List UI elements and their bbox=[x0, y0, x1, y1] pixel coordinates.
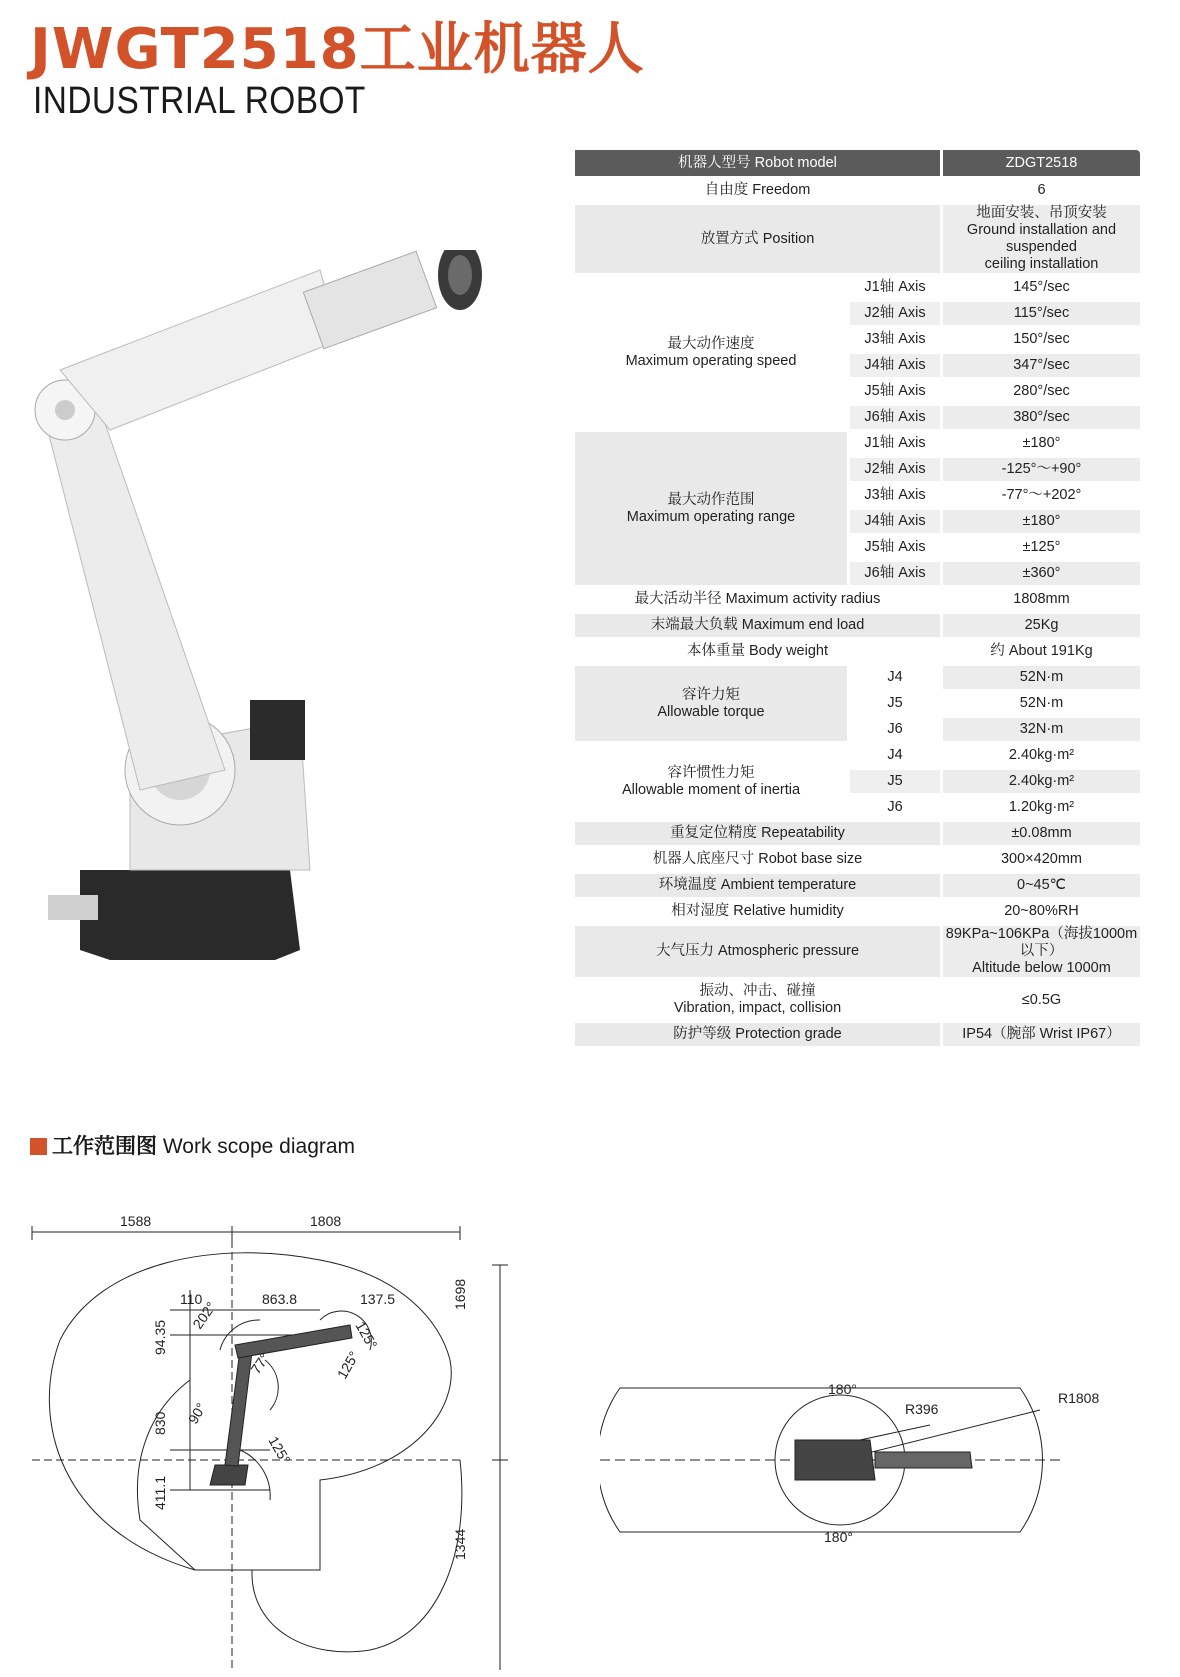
torque-label-en: Allowable torque bbox=[657, 703, 765, 720]
speed-label-en: Maximum operating speed bbox=[625, 352, 797, 369]
dim-1588: 1588 bbox=[120, 1213, 152, 1229]
position-label: 放置方式 Position bbox=[575, 205, 940, 273]
position-value-en2: ceiling installation bbox=[984, 256, 1099, 272]
load-label: 末端最大负载 Maximum end load bbox=[575, 614, 940, 637]
torque-value: 52N·m bbox=[940, 692, 1140, 715]
inertia-label-cn: 容许惯性力矩 bbox=[667, 764, 755, 781]
work-scope-title-en: Work scope diagram bbox=[162, 1135, 356, 1158]
top-view-diagram bbox=[600, 1370, 1100, 1550]
speed-axis: J3轴 Axis bbox=[847, 328, 940, 351]
model-label: 机器人型号 Robot model bbox=[575, 150, 940, 176]
base-label: 机器人底座尺寸 Robot base size bbox=[575, 848, 940, 871]
range-value: ±180° bbox=[940, 432, 1140, 455]
heading-square-icon bbox=[30, 1138, 47, 1155]
repeat-label: 重复定位精度 Repeatability bbox=[575, 822, 940, 845]
dim-137-5: 137.5 bbox=[360, 1291, 396, 1307]
position-value bbox=[940, 205, 1140, 273]
robot-illustration bbox=[20, 250, 540, 1030]
torque-axis: J4 bbox=[847, 666, 940, 689]
inertia-label-en: Allowable moment of inertia bbox=[621, 781, 801, 798]
load-value: 25Kg bbox=[940, 614, 1140, 637]
range-value: ±125° bbox=[940, 536, 1140, 559]
page-subtitle: INDUSTRIAL ROBOT bbox=[33, 80, 366, 122]
dim-1698: 1698 bbox=[452, 1278, 468, 1310]
position-value-en1: Ground installation and suspended bbox=[966, 222, 1117, 255]
side-view-diagram bbox=[20, 1210, 520, 1670]
speed-value: 150°/sec bbox=[940, 328, 1140, 351]
speed-axis: J4轴 Axis bbox=[847, 354, 940, 377]
angle-77: 77° bbox=[247, 1350, 273, 1377]
angle-90: 90° bbox=[184, 1400, 210, 1427]
position-value-cn: 地面安装、吊顶安装 bbox=[976, 205, 1107, 221]
inertia-axis: J4 bbox=[847, 744, 940, 767]
angle-125-c: 125° bbox=[265, 1433, 294, 1467]
range-label-cn: 最大动作范围 bbox=[667, 491, 755, 508]
dim-1808: 1808 bbox=[310, 1213, 342, 1229]
dim-411-1: 411.1 bbox=[152, 1476, 168, 1510]
repeat-value: ±0.08mm bbox=[940, 822, 1140, 845]
torque-axis: J6 bbox=[847, 718, 940, 741]
range-label bbox=[575, 432, 847, 585]
weight-label: 本体重量 Body weight bbox=[575, 640, 940, 663]
range-value: -77°～+202° bbox=[940, 484, 1140, 507]
torque-axis: J5 bbox=[847, 692, 940, 715]
label-r396: R396 bbox=[905, 1401, 939, 1417]
speed-label bbox=[575, 276, 847, 429]
temp-value: 0~45℃ bbox=[940, 874, 1140, 897]
range-value: ±360° bbox=[940, 562, 1140, 585]
inertia-value: 2.40kg·m² bbox=[940, 770, 1140, 793]
torque-label-cn: 容许力矩 bbox=[682, 686, 740, 703]
speed-value: 115°/sec bbox=[940, 302, 1140, 325]
speed-value: 280°/sec bbox=[940, 380, 1140, 403]
vibration-label-en: Vibration, impact, collision bbox=[673, 1000, 842, 1016]
speed-axis: J6轴 Axis bbox=[847, 406, 940, 429]
freedom-value: 6 bbox=[940, 179, 1140, 202]
protection-label: 防护等级 Protection grade bbox=[575, 1023, 940, 1046]
vibration-label bbox=[575, 980, 940, 1020]
humidity-label: 相对湿度 Relative humidity bbox=[575, 900, 940, 923]
torque-value: 32N·m bbox=[940, 718, 1140, 741]
pressure-value-2: Altitude below 1000m bbox=[972, 960, 1111, 976]
radius-label: 最大活动半径 Maximum activity radius bbox=[575, 588, 940, 611]
humidity-value: 20~80%RH bbox=[940, 900, 1140, 923]
model-value: ZDGT2518 bbox=[940, 150, 1140, 176]
speed-value: 145°/sec bbox=[940, 276, 1140, 299]
pressure-value bbox=[940, 926, 1140, 977]
range-value: ±180° bbox=[940, 510, 1140, 533]
range-axis: J5轴 Axis bbox=[847, 536, 940, 559]
dim-863-8: 863.8 bbox=[262, 1291, 298, 1307]
label-r1808: R1808 bbox=[1058, 1390, 1100, 1406]
vibration-value: ≤0.5G bbox=[940, 980, 1140, 1020]
angle-202: 202° bbox=[189, 1298, 220, 1332]
inertia-label bbox=[575, 744, 847, 819]
pressure-label: 大气压力 Atmospheric pressure bbox=[575, 926, 940, 977]
vibration-label-cn: 振动、冲击、碰撞 bbox=[699, 983, 816, 999]
protection-value: IP54（腕部 Wrist IP67） bbox=[940, 1023, 1140, 1046]
speed-value: 347°/sec bbox=[940, 354, 1140, 377]
torque-value: 52N·m bbox=[940, 666, 1140, 689]
base-value: 300×420mm bbox=[940, 848, 1140, 871]
top-angle-180-bottom: 180° bbox=[824, 1529, 853, 1545]
radius-value: 1808mm bbox=[940, 588, 1140, 611]
speed-label-cn: 最大动作速度 bbox=[667, 335, 755, 352]
dim-830: 830 bbox=[152, 1411, 168, 1435]
dim-110: 110 bbox=[180, 1291, 203, 1307]
top-angle-180-top: 180° bbox=[828, 1381, 857, 1397]
inertia-value: 1.20kg·m² bbox=[940, 796, 1140, 819]
spec-table bbox=[575, 147, 1140, 1049]
speed-axis: J2轴 Axis bbox=[847, 302, 940, 325]
work-scope-heading bbox=[30, 1130, 355, 1160]
work-scope-title-cn: 工作范围图 bbox=[52, 1135, 157, 1158]
freedom-label: 自由度 Freedom bbox=[575, 179, 940, 202]
range-axis: J1轴 Axis bbox=[847, 432, 940, 455]
inertia-value: 2.40kg·m² bbox=[940, 744, 1140, 767]
inertia-axis: J6 bbox=[847, 796, 940, 819]
page-title: JWGT2518工业机器人 bbox=[30, 17, 645, 82]
range-axis: J3轴 Axis bbox=[847, 484, 940, 507]
range-axis: J6轴 Axis bbox=[847, 562, 940, 585]
range-value: -125°～+90° bbox=[940, 458, 1140, 481]
dim-94-35: 94.35 bbox=[152, 1319, 168, 1355]
speed-axis: J5轴 Axis bbox=[847, 380, 940, 403]
torque-label bbox=[575, 666, 847, 741]
speed-axis: J1轴 Axis bbox=[847, 276, 940, 299]
temp-label: 环境温度 Ambient temperature bbox=[575, 874, 940, 897]
range-axis: J2轴 Axis bbox=[847, 458, 940, 481]
weight-value: 约 About 191Kg bbox=[940, 640, 1140, 663]
pressure-value-1: 89KPa~106KPa（海拔1000m以下） bbox=[945, 926, 1138, 959]
inertia-axis: J5 bbox=[847, 770, 940, 793]
angle-125-b: 125° bbox=[333, 1348, 363, 1382]
range-axis: J4轴 Axis bbox=[847, 510, 940, 533]
angle-125-a: 125° bbox=[352, 1318, 381, 1352]
range-label-en: Maximum operating range bbox=[626, 508, 796, 525]
speed-value: 380°/sec bbox=[940, 406, 1140, 429]
dim-1344: 1344 bbox=[452, 1528, 468, 1560]
